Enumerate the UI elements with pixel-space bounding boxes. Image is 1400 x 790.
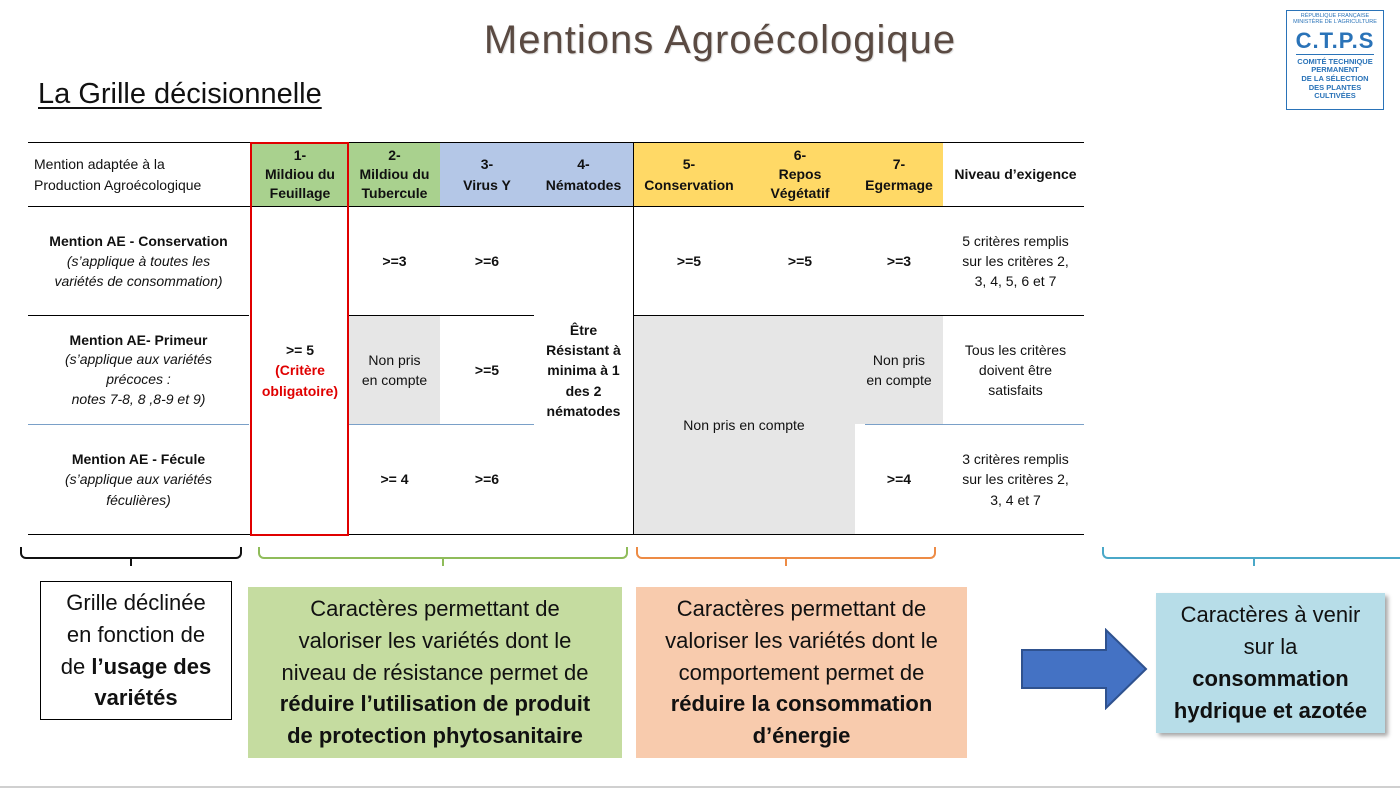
corner-line-1: Mention adaptée à la <box>34 155 165 172</box>
mildiou-feuillage-value: >= 5 (Critère obligatoire) <box>251 207 349 534</box>
r3-level: 3 critères remplis sur les critères 2, 3, 4 et 7 <box>962 451 1069 508</box>
logo-ministere: MINISTÈRE DE L'AGRICULTURE <box>1293 19 1377 26</box>
row-label-fecule: Mention AE - Fécule (s’applique aux variétés féculières) <box>64 451 213 508</box>
phyto-bold-1: réduire l’utilisation de produit <box>279 691 591 717</box>
r1-c3: >=6 <box>474 252 500 269</box>
usage-line-2: en fonction de <box>66 621 206 647</box>
phyto-line-3: niveau de résistance permet de <box>281 659 589 685</box>
avenir-bold-2: hydrique et azotée <box>1173 697 1368 723</box>
col-header-repos-vegetatif: 6- Repos Végétatif <box>770 147 830 201</box>
corner-header <box>30 143 250 206</box>
mandatory-note-2: obligatoire) <box>261 382 339 399</box>
col-header-virus-y: 3- Virus Y <box>463 156 511 193</box>
logo-line-3: COMITÉ TECHNIQUE <box>1297 56 1373 66</box>
bracket-energie <box>636 547 936 559</box>
nematodes-value: Être Résistant à minima à 1 des 2 nématodes <box>546 321 621 419</box>
r1-level: 5 critères remplis sur les critères 2, 3, 4, 5, 6 et 7 <box>962 232 1069 290</box>
row-label-conservation: Mention AE - Conservation (s’applique à toutes les variétés de consommation) <box>49 232 228 290</box>
energie-bold-2: d’énergie <box>752 723 851 749</box>
bracket-avenir <box>1102 547 1400 559</box>
r1-c6: >=5 <box>787 252 813 269</box>
usage-bold-2: variétés <box>94 685 178 711</box>
logo-line-4: PERMANENT <box>1311 65 1359 75</box>
merged-non-pris-en-compte: Non pris en compte <box>683 416 805 433</box>
logo-line-6: DES PLANTES CULTIVÉES <box>1308 82 1362 101</box>
arrow-shape <box>1022 630 1146 708</box>
corner-line-2: Production Agroécologique <box>34 176 202 193</box>
col-header-mildiou-tubercule: 2- Mildiou du Tubercule <box>359 147 430 201</box>
footer-divider <box>0 786 1400 788</box>
col-header-niveau: Niveau d’exigence <box>954 166 1077 183</box>
col-header-mildiou-feuillage: 1- Mildiou du Feuillage <box>265 147 335 201</box>
energie-line-2: valoriser les variétés dont le <box>665 627 938 653</box>
r2-c7: Non pris en compte <box>866 351 932 388</box>
phyto-line-1: Caractères permettant de <box>310 595 560 621</box>
page-subtitle: La Grille décisionnelle <box>38 78 322 110</box>
col-header-nematodes: 4- Nématodes <box>545 156 622 193</box>
energie-line-3: comportement permet de <box>678 659 925 685</box>
col-header-egermage: 7- Egermage <box>865 156 933 193</box>
avenir-bold-1: consommation <box>1192 666 1349 691</box>
r1-c5: >=5 <box>676 252 702 269</box>
bracket-phyto <box>258 547 628 559</box>
phyto-bold-2: de protection phytosanitaire <box>287 723 583 749</box>
usage-box <box>40 581 232 720</box>
r2-c2: Non pris en compte <box>361 351 428 388</box>
energie-line-1: Caractères permettant de <box>676 595 927 621</box>
r3-c2: >= 4 <box>380 471 409 488</box>
logo-acronym: C.T.P.S <box>1295 27 1375 53</box>
arrow-right-icon <box>1020 628 1148 710</box>
r1-c2: >=3 <box>382 252 407 269</box>
row-label-primeur: Mention AE- Primeur (s’applique aux variétés précoces : notes 7-8, 8 ,8-9 et 9) <box>64 331 213 407</box>
r2-c3: >=5 <box>474 361 500 378</box>
avenir-box <box>1156 593 1385 733</box>
bracket-usage <box>20 547 242 559</box>
logo-republique: RÉPUBLIQUE FRANÇAISE <box>1300 13 1370 19</box>
r3-c7: >=4 <box>886 471 912 488</box>
col-header-conservation: 5- Conservation <box>644 156 734 193</box>
phyto-line-2: valoriser les variétés dont le <box>298 627 572 653</box>
r1-c7: >=3 <box>886 252 912 269</box>
usage-line-1: Grille déclinée <box>66 589 206 615</box>
logo-line-5: DE LA SÉLECTION <box>1301 73 1369 83</box>
mandatory-note-1: (Critère <box>275 362 325 379</box>
r2-level: Tous les critères doivent être satisfaits <box>964 341 1067 399</box>
avenir-line-2: sur la <box>1243 634 1298 660</box>
usage-bold-1: l’usage des <box>91 653 212 679</box>
energie-box <box>636 587 967 758</box>
energie-bold-1: réduire la consommation <box>670 691 933 717</box>
phyto-box <box>248 587 622 758</box>
usage-prefix: de <box>60 653 92 679</box>
avenir-line-1: Caractères à venir <box>1180 602 1361 628</box>
page-title: Mentions Agroécologique <box>483 18 957 62</box>
r3-c3: >=6 <box>474 471 500 488</box>
table-bottom-border <box>28 534 1084 535</box>
